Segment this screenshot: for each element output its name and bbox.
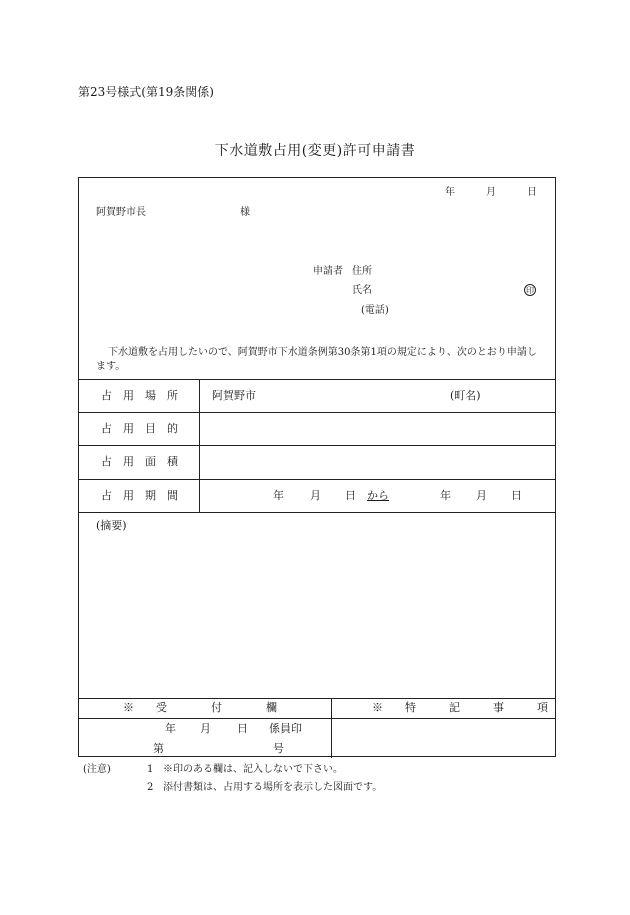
divider xyxy=(79,412,555,413)
reception-day: 日 xyxy=(237,722,248,735)
document-title: 下水道敷占用(変更)許可申請書 xyxy=(214,143,416,159)
date-year-label: 年 xyxy=(445,187,455,198)
special-notes-header: ※ 特 記 事 項 xyxy=(372,701,548,714)
purpose-input[interactable] xyxy=(203,416,553,442)
period-to-day: 日 xyxy=(511,489,522,502)
application-form xyxy=(78,177,556,757)
applicant-address-label: 住所 xyxy=(352,266,372,277)
divider xyxy=(79,379,555,380)
period-from-year: 年 xyxy=(273,489,284,502)
applicant-label: 申請者 xyxy=(313,266,343,277)
area-label: 占 用 面 積 xyxy=(101,455,178,468)
reception-year: 年 xyxy=(165,722,176,735)
period-to-year: 年 xyxy=(440,489,451,502)
applicant-phone-label: (電話) xyxy=(361,305,389,316)
divider xyxy=(79,445,555,446)
divider xyxy=(331,698,332,758)
divider xyxy=(199,379,200,512)
note-number: 1 xyxy=(147,764,154,775)
reception-month: 月 xyxy=(200,722,211,735)
divider xyxy=(79,698,555,699)
period-from-connector: から xyxy=(367,489,389,502)
seal-icon: 印 xyxy=(526,286,534,295)
divider xyxy=(79,718,555,719)
divider xyxy=(79,479,555,480)
date-month-label: 月 xyxy=(486,187,496,198)
application-statement: 下水道敷を占用したいので、阿賀野市下水道条例第30条第1項の規定により、次のとおり申請します。 xyxy=(96,347,537,372)
addressee-honorific: 様 xyxy=(240,207,250,218)
notes-label: (注意) xyxy=(83,764,111,775)
period-label: 占 用 期 間 xyxy=(101,489,178,502)
form-number: 第23号様式(第19条関係) xyxy=(78,85,214,99)
period-from-day: 日 xyxy=(345,489,356,502)
place-city: 阿賀野市 xyxy=(212,389,256,402)
divider xyxy=(79,512,555,513)
place-town-label: (町名) xyxy=(450,389,481,402)
place-label: 占 用 場 所 xyxy=(101,389,178,402)
period-from-month: 月 xyxy=(310,489,321,502)
summary-label: (摘要) xyxy=(96,519,127,532)
note-text: 添付書類は、占用する場所を表示した図面です。 xyxy=(163,782,383,793)
reception-number-prefix: 第 xyxy=(153,742,164,755)
reception-number-suffix: 号 xyxy=(273,742,284,755)
note-number: 2 xyxy=(147,782,154,793)
area-input[interactable] xyxy=(203,449,553,475)
applicant-name-label: 氏名 xyxy=(352,285,372,296)
reception-header: ※ 受 付 欄 xyxy=(123,701,277,714)
purpose-label: 占 用 目 的 xyxy=(101,422,178,435)
place-input[interactable] xyxy=(279,383,439,407)
addressee-name: 阿賀野市長 xyxy=(96,207,146,218)
period-to-month: 月 xyxy=(476,489,487,502)
summary-area[interactable] xyxy=(83,536,551,694)
reception-staff-seal: 係員印 xyxy=(269,722,302,735)
date-day-label: 日 xyxy=(527,187,537,198)
note-text: ※印のある欄は、記入しないで下さい。 xyxy=(163,764,343,775)
